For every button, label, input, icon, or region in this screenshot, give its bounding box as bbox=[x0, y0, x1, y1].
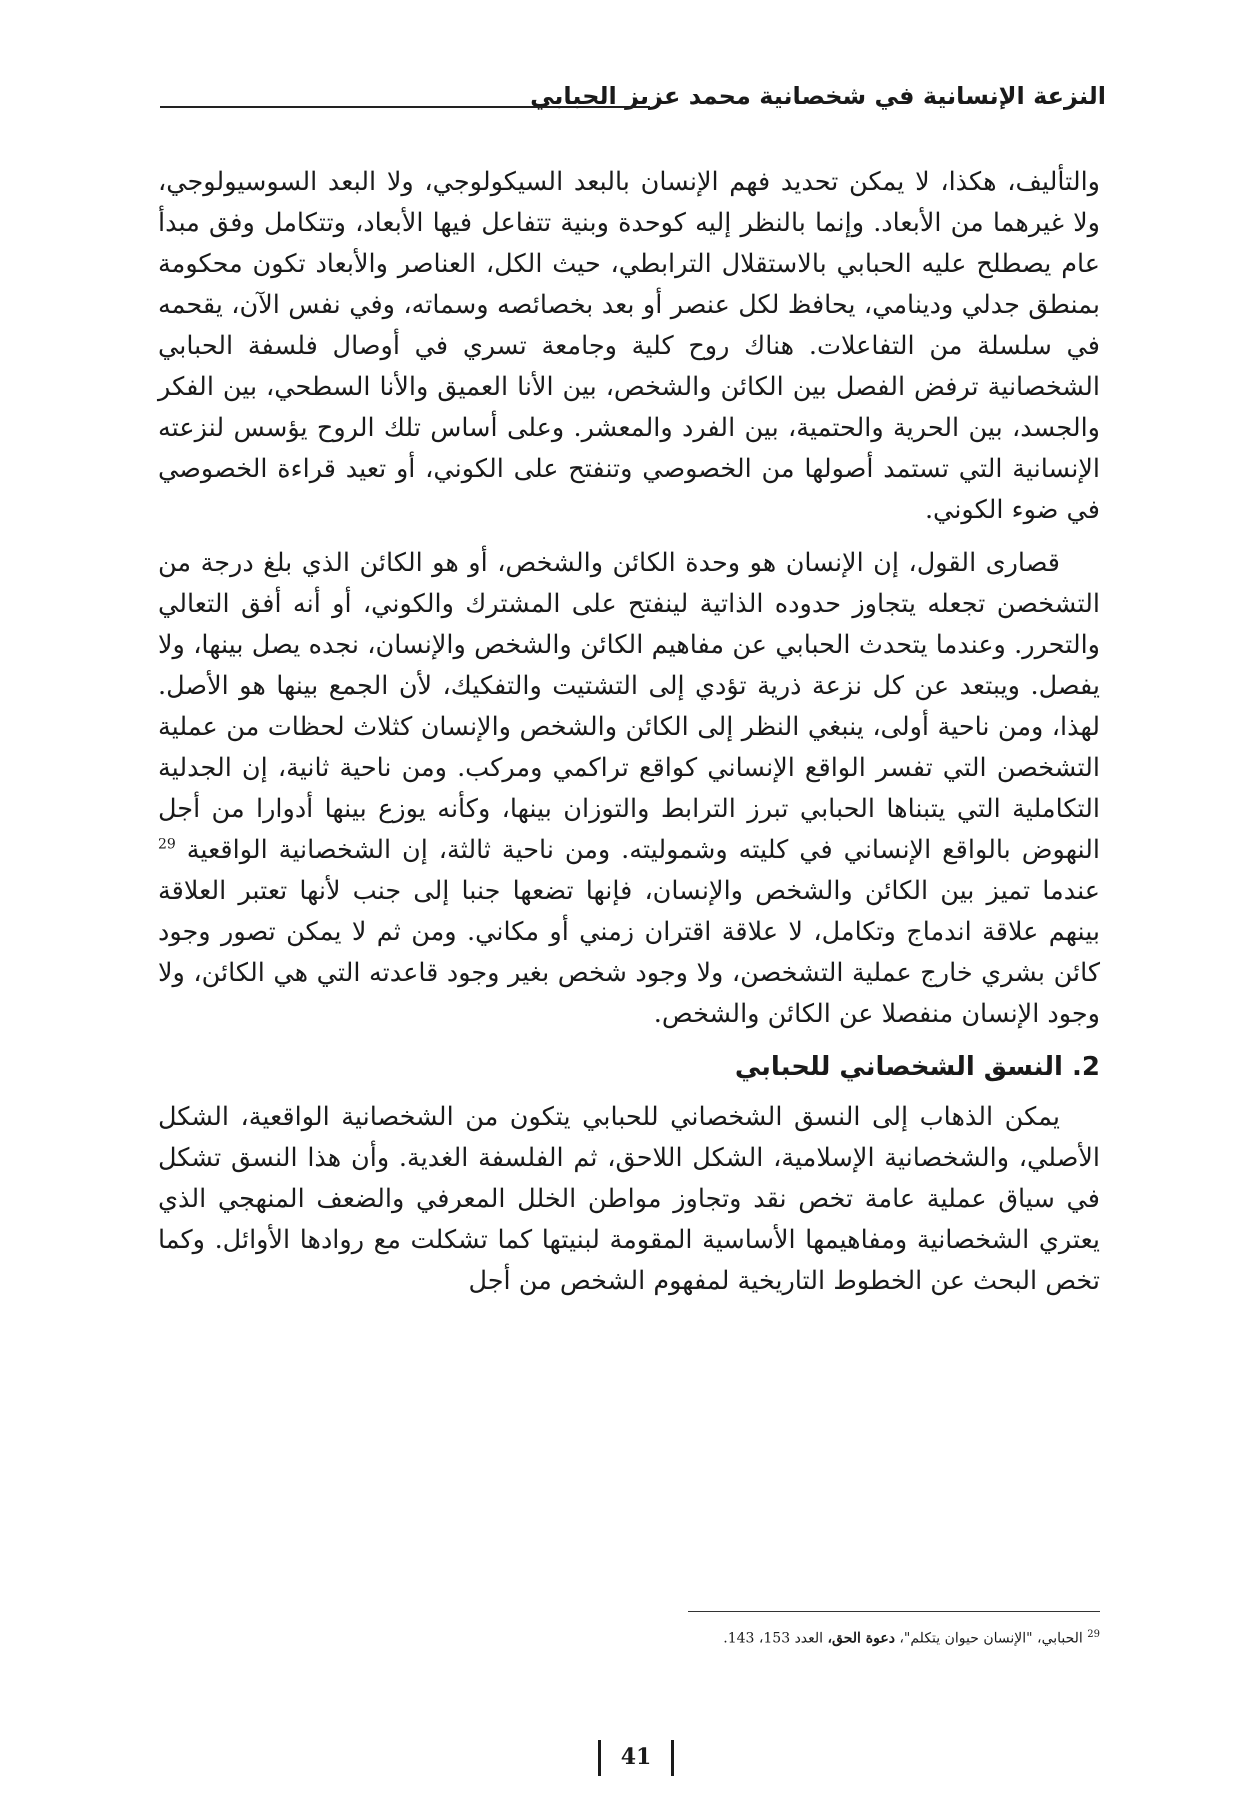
paragraph-2 bbox=[158, 543, 1100, 1035]
page-number-bar-right bbox=[671, 1740, 674, 1776]
footnote-reference[interactable]: 29 bbox=[158, 836, 176, 853]
running-header bbox=[160, 78, 1106, 122]
footnote-text-end: العدد 153، 143. bbox=[723, 1630, 828, 1647]
footnote-number: 29 bbox=[1087, 1629, 1100, 1640]
footnote bbox=[158, 1624, 1100, 1650]
running-title: النزعة الإنسانية في شخصانية محمد عزيز الحبابي bbox=[530, 82, 1106, 110]
paragraph-1: والتأليف، هكذا، لا يمكن تحديد فهم الإنسان بالبعد السيكولوجي، ولا البعد السوسيولوجي، ولا غيرهما من الأبعاد. وإنما بالنظر إليه كوحدة وبنية تتفاعل فيها الأبعاد، وتتكامل وفق مبدأ عام يصطلح عليه الحبابي بالاستقلال الترابطي، حيث الكل، العناصر والأبعاد تكون محكومة بمنطق جدلي ودينامي، يحافظ لكل عنصر أو بعد بخصائصه وسماته، وفي نفس الآن، يقحمه في سلسلة من التفاعلات. هناك روح كلية وجامعة تسري في أوصال فلسفة الحبابي الشخصانية ترفض الفصل بين الكائن والشخص، بين الأنا العميق والأنا السطحي، بين الفكر والجسد، بين الحرية والحتمية، بين الفرد والمعشر. وعلى أساس تلك الروح يؤسس لنزعته الإنسانية التي تستمد أصولها من الخصوصي وتنفتح على الكوني، أو تعيد قراءة الخصوصي في ضوء الكوني. bbox=[158, 167, 1100, 525]
footnote-text-start: الحبابي، "الإنسان حيوان يتكلم"، bbox=[894, 1630, 1083, 1647]
paragraph-3: يمكن الذهاب إلى النسق الشخصاني للحبابي يتكون من الشخصانية الواقعية، الشكل الأصلي، والشخصانية الإسلامية، الشكل اللاحق، ثم الفلسفة الغدية. وأن هذا النسق تشكل في سياق عملية عامة تخص نقد وتجاوز مواطن الخلل المعرفي والضعف المنهجي الذي يعتري الشخصانية ومفاهيمها الأساسية المقومة لبنيتها كما تشكلت مع روادها الأوائل. وكما تخص البحث عن الخطوط التاريخية لمفهوم الشخص من أجل bbox=[158, 1102, 1100, 1296]
page-number: 41 bbox=[620, 1744, 652, 1770]
footnote-source: دعوة الحق، bbox=[827, 1630, 895, 1647]
section-heading: 2. النسق الشخصاني للحبابي bbox=[734, 1052, 1100, 1082]
paragraph-2-text-b: عندما تميز بين الكائن والشخص والإنسان، فإنها تضعها جنبا إلى جنب لأنها تعتبر العلاقة بينهم علاقة اندماج وتكامل، لا علاقة اقتران زمني أو مكاني. ومن ثم لا يمكن تصور وجود كائن بشري خارج عملية التشخصن، ولا وجود شخص بغير وجود قاعدته التي هي الكائن، ولا وجود الإنسان منفصلا عن الكائن والشخص. bbox=[158, 876, 1100, 1029]
header-rule bbox=[160, 106, 650, 108]
body-text bbox=[158, 162, 1100, 1302]
footnote-rule bbox=[688, 1611, 1100, 1612]
paragraph-2-text-a: قصارى القول، إن الإنسان هو وحدة الكائن والشخص، أو هو الكائن الذي بلغ درجة من التشخصن تجعله يتجاوز حدوده الذاتية لينفتح على المشترك والكوني، أو أنه أفق التعالي والتحرر. وعندما يتحدث الحبابي عن مفاهيم الكائن والشخص والإنسان، نجده يصل بينها، ولا يفصل. ويبتعد عن كل نزعة ذرية تؤدي إلى التشتيت والتفكيك، لأن الجمع بينها هو الأصل. لهذا، ومن ناحية أولى، ينبغي النظر إلى الكائن والشخص والإنسان كثلاث لحظات من عملية التشخصن التي تفسر الواقع الإنساني كواقع تراكمي ومركب. ومن ناحية ثانية، إن الجدلية التكاملية التي يتبناها الحبابي تبرز الترابط والتوزان بينها، وكأنه يوزع بينها أدوارا من أجل النهوض بالواقع الإنساني في كليته وشموليته. ومن ناحية ثالثة، إن الشخصانية الواقعية bbox=[158, 548, 1101, 865]
page-number-box bbox=[598, 1740, 674, 1776]
